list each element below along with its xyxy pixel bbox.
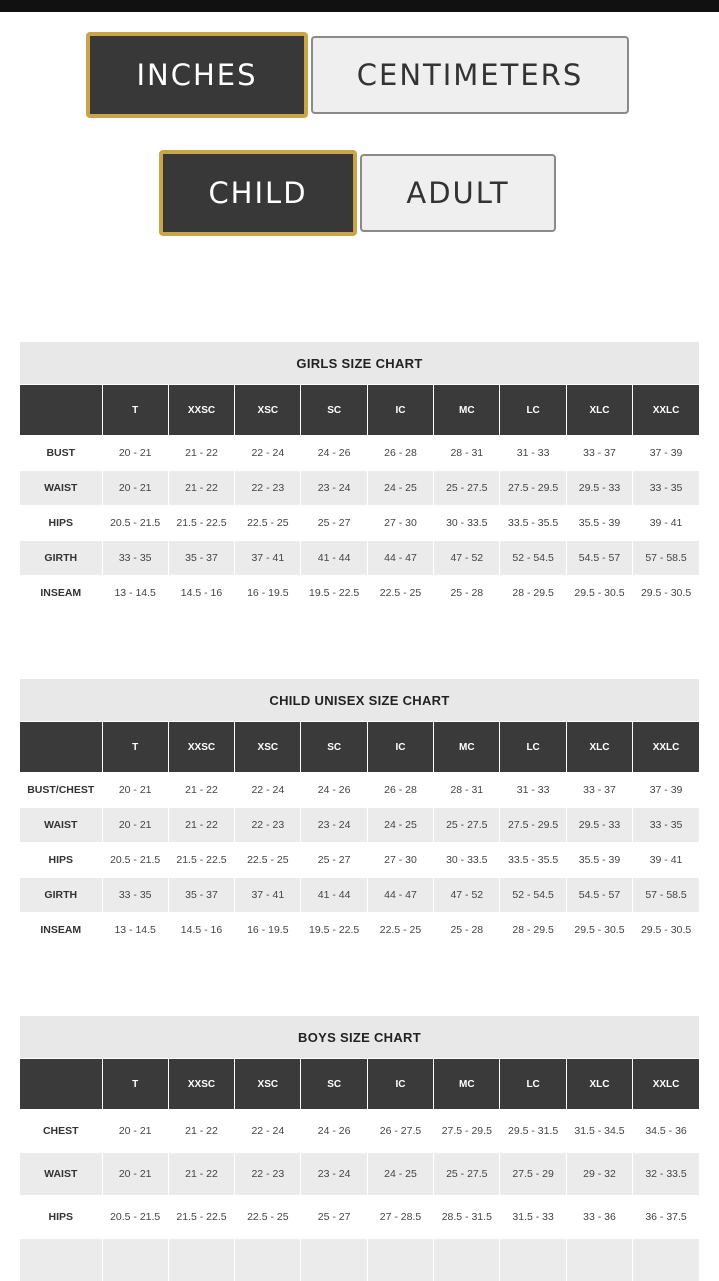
header-corner xyxy=(20,385,102,436)
measurement-value: 13 - 14.5 xyxy=(102,576,168,611)
measurement-value: 30 - 33.5 xyxy=(434,506,500,541)
measurement-value: 26 - 27.5 xyxy=(367,1110,433,1153)
measurement-value: 27 - 28.5 xyxy=(367,1196,433,1239)
measurement-value: 22.5 - 25 xyxy=(367,576,433,611)
measurement-value: 57 - 58.5 xyxy=(633,878,699,913)
measurement-value: 16 - 19.5 xyxy=(235,913,301,948)
measurement-value: 25 - 27 xyxy=(301,1196,367,1239)
measurement-value: 22 - 23 xyxy=(235,471,301,506)
measurement-value: 21 - 22 xyxy=(168,773,234,808)
table-row xyxy=(20,843,699,878)
measurement-value: 22 - 23 xyxy=(235,1153,301,1196)
size-header: XLC xyxy=(566,1059,632,1110)
measurement-value: 26 - 28 xyxy=(367,436,433,471)
measurement-value: 19.5 - 22.5 xyxy=(301,576,367,611)
measurement-value: 28 - 29.5 xyxy=(500,913,566,948)
measurement-value: 20 - 21 xyxy=(102,436,168,471)
size-table xyxy=(20,679,699,947)
measurement-value: 47 - 52 xyxy=(434,878,500,913)
measurement-value xyxy=(500,1239,566,1281)
measurement-value: 34.5 - 36 xyxy=(633,1110,699,1153)
measurement-value: 21 - 22 xyxy=(168,1110,234,1153)
chart-title: GIRLS SIZE CHART xyxy=(20,342,699,385)
measurement-value: 29.5 - 30.5 xyxy=(633,576,699,611)
measurement-value: 20 - 21 xyxy=(102,1153,168,1196)
adult-button[interactable]: ADULT xyxy=(360,154,556,232)
size-header: SC xyxy=(301,722,367,773)
measurement-value: 22.5 - 25 xyxy=(235,1196,301,1239)
measurement-value: 13 - 14.5 xyxy=(102,913,168,948)
size-header: XXLC xyxy=(633,722,699,773)
measurement-label: HIPS xyxy=(20,843,102,878)
size-header: LC xyxy=(500,385,566,436)
measurement-value: 20 - 21 xyxy=(102,773,168,808)
measurement-value: 24 - 25 xyxy=(367,1153,433,1196)
measurement-value: 35 - 37 xyxy=(168,878,234,913)
size-header: LC xyxy=(500,1059,566,1110)
measurement-value: 21 - 22 xyxy=(168,808,234,843)
size-header: IC xyxy=(367,1059,433,1110)
measurement-value: 44 - 47 xyxy=(367,878,433,913)
measurement-value: 24 - 25 xyxy=(367,471,433,506)
measurement-label: INSEAM xyxy=(20,913,102,948)
table-row xyxy=(20,471,699,506)
measurement-value xyxy=(235,1239,301,1281)
measurement-value: 14.5 - 16 xyxy=(168,576,234,611)
measurement-value: 22 - 24 xyxy=(235,436,301,471)
measurement-value: 20 - 21 xyxy=(102,1110,168,1153)
boys-size-chart xyxy=(20,1016,699,1281)
measurement-value: 22.5 - 25 xyxy=(235,506,301,541)
measurement-label: INSEAM xyxy=(20,576,102,611)
size-header: MC xyxy=(434,385,500,436)
measurement-value: 22.5 - 25 xyxy=(367,913,433,948)
measurement-value: 20.5 - 21.5 xyxy=(102,1196,168,1239)
measurement-value: 25 - 27.5 xyxy=(434,471,500,506)
centimeters-button[interactable]: CENTIMETERS xyxy=(311,36,629,114)
size-header: XLC xyxy=(566,722,632,773)
header-corner xyxy=(20,1059,102,1110)
measurement-value: 24 - 26 xyxy=(301,436,367,471)
measurement-value: 22.5 - 25 xyxy=(235,843,301,878)
table-row xyxy=(20,576,699,611)
measurement-value: 25 - 27 xyxy=(301,843,367,878)
measurement-value xyxy=(102,1239,168,1281)
measurement-value: 33 - 37 xyxy=(566,773,632,808)
measurement-value: 29.5 - 33 xyxy=(566,808,632,843)
measurement-value: 37 - 39 xyxy=(633,436,699,471)
measurement-value: 41 - 44 xyxy=(301,878,367,913)
measurement-value: 32 - 33.5 xyxy=(633,1153,699,1196)
measurement-label: CHEST xyxy=(20,1110,102,1153)
measurement-value: 35.5 - 39 xyxy=(566,843,632,878)
measurement-value: 25 - 28 xyxy=(434,576,500,611)
measurement-value: 25 - 27.5 xyxy=(434,1153,500,1196)
measurement-value: 27.5 - 29.5 xyxy=(434,1110,500,1153)
measurement-value: 21.5 - 22.5 xyxy=(168,1196,234,1239)
measurement-value: 27 - 30 xyxy=(367,843,433,878)
measurement-value: 54.5 - 57 xyxy=(566,878,632,913)
size-header: XXLC xyxy=(633,1059,699,1110)
measurement-value: 25 - 27 xyxy=(301,506,367,541)
measurement-value: 19.5 - 22.5 xyxy=(301,913,367,948)
girls-size-chart xyxy=(20,342,699,610)
measurement-value: 33.5 - 35.5 xyxy=(500,506,566,541)
measurement-value xyxy=(367,1239,433,1281)
measurement-value: 29.5 - 30.5 xyxy=(566,576,632,611)
table-row xyxy=(20,913,699,948)
size-header: T xyxy=(102,722,168,773)
chart-title: BOYS SIZE CHART xyxy=(20,1016,699,1059)
measurement-value: 20 - 21 xyxy=(102,808,168,843)
table-row xyxy=(20,808,699,843)
measurement-value: 28 - 31 xyxy=(434,773,500,808)
measurement-value: 33 - 37 xyxy=(566,436,632,471)
child-button[interactable]: CHILD xyxy=(159,150,357,236)
table-row xyxy=(20,506,699,541)
measurement-value: 37 - 39 xyxy=(633,773,699,808)
measurement-value: 35.5 - 39 xyxy=(566,506,632,541)
measurement-value xyxy=(168,1239,234,1281)
measurement-value: 47 - 52 xyxy=(434,541,500,576)
chart-title: CHILD UNISEX SIZE CHART xyxy=(20,679,699,722)
measurement-label: HIPS xyxy=(20,506,102,541)
measurement-value: 23 - 24 xyxy=(301,808,367,843)
size-header: XLC xyxy=(566,385,632,436)
measurement-value: 31.5 - 33 xyxy=(500,1196,566,1239)
measurement-value: 20.5 - 21.5 xyxy=(102,506,168,541)
measurement-value xyxy=(301,1239,367,1281)
table-row xyxy=(20,1110,699,1153)
measurement-value: 29.5 - 31.5 xyxy=(500,1110,566,1153)
measurement-value: 33 - 35 xyxy=(102,878,168,913)
measurement-value: 33 - 36 xyxy=(566,1196,632,1239)
measurement-label: WAIST xyxy=(20,471,102,506)
size-header: MC xyxy=(434,722,500,773)
size-header: XXSC xyxy=(168,1059,234,1110)
measurement-value: 24 - 25 xyxy=(367,808,433,843)
table-row xyxy=(20,878,699,913)
size-header: LC xyxy=(500,722,566,773)
measurement-value: 37 - 41 xyxy=(235,541,301,576)
table-row xyxy=(20,773,699,808)
measurement-label: GIRTH xyxy=(20,878,102,913)
measurement-value: 28 - 31 xyxy=(434,436,500,471)
measurement-value: 57 - 58.5 xyxy=(633,541,699,576)
measurement-value: 27.5 - 29.5 xyxy=(500,808,566,843)
table-row xyxy=(20,541,699,576)
measurement-value: 26 - 28 xyxy=(367,773,433,808)
measurement-value: 27 - 30 xyxy=(367,506,433,541)
measurement-value: 25 - 27.5 xyxy=(434,808,500,843)
measurement-label: WAIST xyxy=(20,808,102,843)
measurement-value: 27.5 - 29 xyxy=(500,1153,566,1196)
measurement-value: 14.5 - 16 xyxy=(168,913,234,948)
measurement-value: 25 - 28 xyxy=(434,913,500,948)
measurement-value: 52 - 54.5 xyxy=(500,541,566,576)
measurement-value: 16 - 19.5 xyxy=(235,576,301,611)
size-header: T xyxy=(102,385,168,436)
size-table xyxy=(20,342,699,610)
measurement-value: 30 - 33.5 xyxy=(434,843,500,878)
measurement-value xyxy=(566,1239,632,1281)
table-row xyxy=(20,1239,699,1281)
measurement-label: WAIST xyxy=(20,1153,102,1196)
measurement-value: 21 - 22 xyxy=(168,1153,234,1196)
size-header: IC xyxy=(367,722,433,773)
measurement-value: 29.5 - 33 xyxy=(566,471,632,506)
measurement-value: 39 - 41 xyxy=(633,506,699,541)
measurement-value: 20.5 - 21.5 xyxy=(102,843,168,878)
measurement-label xyxy=(20,1239,102,1281)
size-header: MC xyxy=(434,1059,500,1110)
measurement-value: 37 - 41 xyxy=(235,878,301,913)
size-header: XXLC xyxy=(633,385,699,436)
measurement-value: 33 - 35 xyxy=(633,471,699,506)
measurement-value: 28 - 29.5 xyxy=(500,576,566,611)
measurement-value: 21 - 22 xyxy=(168,471,234,506)
measurement-value: 54.5 - 57 xyxy=(566,541,632,576)
size-header: SC xyxy=(301,1059,367,1110)
top-status-bar xyxy=(0,0,719,12)
measurement-value: 23 - 24 xyxy=(301,471,367,506)
measurement-value: 33 - 35 xyxy=(102,541,168,576)
size-header: XSC xyxy=(235,1059,301,1110)
size-table xyxy=(20,1016,699,1281)
measurement-value: 22 - 23 xyxy=(235,808,301,843)
measurement-value: 31.5 - 34.5 xyxy=(566,1110,632,1153)
measurement-value: 35 - 37 xyxy=(168,541,234,576)
measurement-value: 33 - 35 xyxy=(633,808,699,843)
measurement-value: 29.5 - 30.5 xyxy=(633,913,699,948)
measurement-value: 36 - 37.5 xyxy=(633,1196,699,1239)
measurement-value: 28.5 - 31.5 xyxy=(434,1196,500,1239)
table-row xyxy=(20,436,699,471)
measurement-value: 24 - 26 xyxy=(301,1110,367,1153)
measurement-value: 21.5 - 22.5 xyxy=(168,506,234,541)
measurement-value xyxy=(434,1239,500,1281)
size-header: IC xyxy=(367,385,433,436)
measurement-value: 44 - 47 xyxy=(367,541,433,576)
measurement-value: 39 - 41 xyxy=(633,843,699,878)
measurement-value: 22 - 24 xyxy=(235,773,301,808)
inches-button[interactable]: INCHES xyxy=(86,32,308,118)
measurement-label: HIPS xyxy=(20,1196,102,1239)
header-corner xyxy=(20,722,102,773)
measurement-value: 31 - 33 xyxy=(500,436,566,471)
measurement-value: 29.5 - 30.5 xyxy=(566,913,632,948)
size-header: XXSC xyxy=(168,722,234,773)
measurement-value: 33.5 - 35.5 xyxy=(500,843,566,878)
measurement-value: 23 - 24 xyxy=(301,1153,367,1196)
child-unisex-size-chart xyxy=(20,679,699,947)
measurement-value: 24 - 26 xyxy=(301,773,367,808)
size-header: XSC xyxy=(235,722,301,773)
measurement-label: BUST xyxy=(20,436,102,471)
measurement-value: 29 - 32 xyxy=(566,1153,632,1196)
measurement-value: 21.5 - 22.5 xyxy=(168,843,234,878)
measurement-label: GIRTH xyxy=(20,541,102,576)
measurement-value: 41 - 44 xyxy=(301,541,367,576)
table-row xyxy=(20,1196,699,1239)
measurement-value xyxy=(633,1239,699,1281)
table-row xyxy=(20,1153,699,1196)
size-header: XXSC xyxy=(168,385,234,436)
size-header: XSC xyxy=(235,385,301,436)
measurement-label: BUST/CHEST xyxy=(20,773,102,808)
measurement-value: 20 - 21 xyxy=(102,471,168,506)
size-header: SC xyxy=(301,385,367,436)
measurement-value: 22 - 24 xyxy=(235,1110,301,1153)
size-header: T xyxy=(102,1059,168,1110)
measurement-value: 27.5 - 29.5 xyxy=(500,471,566,506)
measurement-value: 21 - 22 xyxy=(168,436,234,471)
measurement-value: 31 - 33 xyxy=(500,773,566,808)
measurement-value: 52 - 54.5 xyxy=(500,878,566,913)
